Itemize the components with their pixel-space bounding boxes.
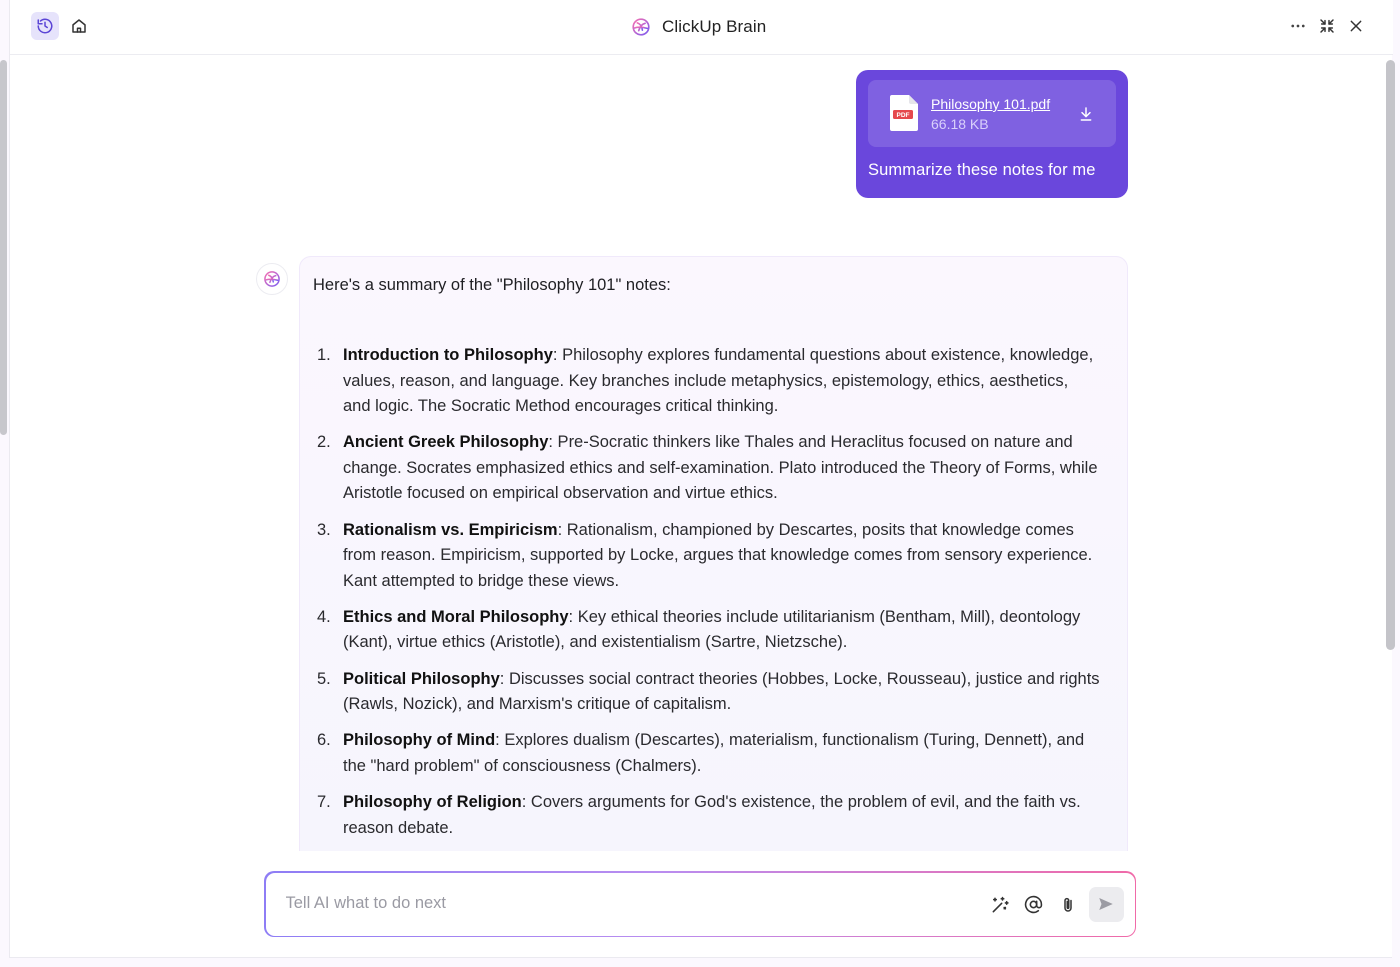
list-item-body: : Explores dualism (Descartes), materialism, functionalism (Turing, Dennett), and the "hard problem" of consciousness (Chalmers). [343,731,1085,775]
ai-avatar [256,263,288,295]
download-button[interactable] [1073,101,1099,127]
list-item-body: : Philosophy explores fundamental questions about existence, knowledge, values, reason, and language. Key branches include metaphysics, epistemology, ethics, aesthetics, and logic. The Socratic Method encourages critical thinking. [343,346,1094,416]
clickup-brain-avatar-icon [262,269,282,289]
list-item [313,518,1114,595]
home-button[interactable] [65,12,93,40]
list-item-title: Political Philosophy [343,669,500,688]
pdf-badge-text: PDF [896,112,910,119]
ai-message-intro: Here's a summary of the "Philosophy 101" notes: [313,276,671,294]
send-button[interactable] [1089,887,1124,922]
list-item-title: Introduction to Philosophy [343,346,553,364]
list-item-number: 7. [317,792,331,811]
list-item [313,605,1114,656]
ai-message-bubble [299,256,1128,856]
close-button[interactable] [1342,12,1370,40]
send-arrow-icon [1097,895,1115,913]
list-item [313,343,1114,420]
download-icon [1078,106,1094,122]
collapse-button[interactable] [1313,12,1341,40]
history-clock-icon [36,17,54,35]
history-button[interactable] [31,12,59,40]
list-item-title: Ethics and Moral Philosophy [343,607,569,626]
list-item [313,667,1114,718]
close-icon [1348,18,1364,34]
list-item-body: : Covers arguments for God's existence, the problem of evil, and the faith vs. reason debate. [343,792,1081,837]
ai-magic-sparkle-icon [990,895,1010,915]
home-icon [70,17,88,35]
at-mention-icon [1024,895,1043,914]
list-item-body: : Pre-Socratic thinkers like Thales and Heraclitus focused on nature and change. Socrates emphasized ethics and self-examination. Plato introduced the Theory of Forms, while Aristotle focused on empirical observation and virtue ethics. [343,433,1098,503]
list-item-number: 1. [317,346,331,364]
list-item-body: : Key ethical theories include utilitarianism (Bentham, Mill), deontology (Kant), virtue ethics (Aristotle), and existentialism (Sartre, Nietzsche). [343,607,1081,652]
list-item-body: : Rationalism, championed by Descartes, posits that knowledge comes from reason. Empiricism, supported by Locke, argues that knowledge comes from sensory experience. Kant attempted to bridge these views. [343,520,1093,590]
more-horizontal-icon [1289,17,1307,35]
list-item-title: Ancient Greek Philosophy [343,433,549,452]
clickup-brain-window [9,0,1392,958]
window-header [10,0,1393,55]
list-item-title: Philosophy of Mind [343,731,496,750]
list-item [313,430,1114,507]
list-item-number: 3. [317,520,331,539]
list-item-number: 2. [317,433,331,452]
ai-tools-button[interactable] [987,892,1013,918]
list-item-number: 5. [317,669,331,688]
attachment-file-name[interactable]: Philosophy 101.pdf [931,96,1051,112]
file-attachment-card[interactable] [868,80,1116,147]
composer-inner [266,873,1135,936]
clickup-brain-logo-icon [630,16,652,38]
collapse-arrows-icon [1319,18,1335,34]
window-title [630,14,766,40]
pdf-file-icon [890,95,918,136]
list-item-number: 4. [317,607,331,626]
composer [264,871,1136,937]
list-item [313,790,1114,841]
paperclip-icon [1059,896,1077,914]
mention-button[interactable] [1021,892,1047,918]
list-item-number: 6. [317,731,331,750]
more-options-button[interactable] [1284,12,1312,40]
list-item-title: Philosophy of Religion [343,792,522,811]
summary-list [313,343,1114,841]
list-item-title: Rationalism vs. Empiricism [343,520,558,539]
attach-file-button[interactable] [1055,892,1081,918]
chat-scrollbar[interactable] [1386,60,1395,650]
sidebar-scrollbar[interactable] [0,60,7,435]
prompt-input[interactable] [286,890,976,918]
list-item-body: : Discusses social contract theories (Hobbes, Locke, Rousseau), justice and rights (Rawls, Nozick), and Marxism's critique of capitalism. [343,669,1100,714]
window-title-text: ClickUp Brain [662,17,767,36]
attachment-file-size: 66.18 KB [931,116,989,132]
list-item [313,728,1114,779]
user-message-bubble [856,70,1128,198]
user-message-text: Summarize these notes for me [868,161,1096,179]
